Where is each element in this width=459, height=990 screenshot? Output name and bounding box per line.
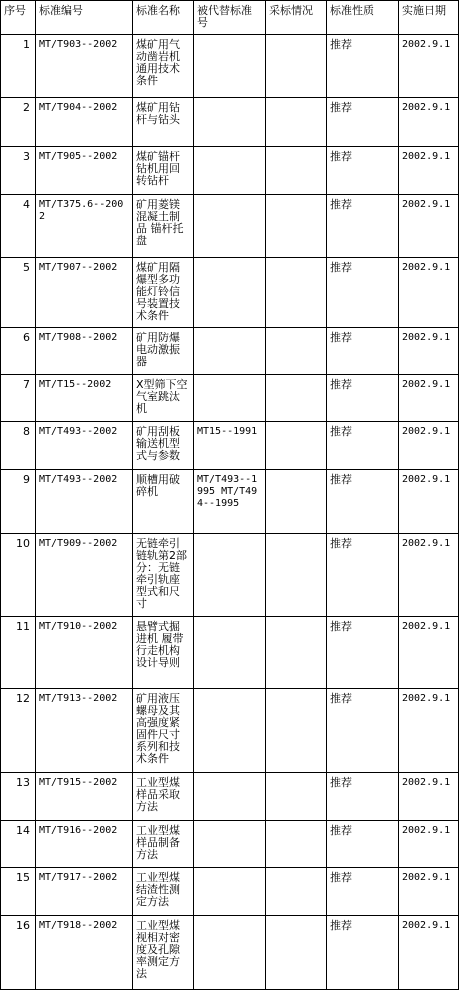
replaced-standard [194,617,266,689]
replaced-standard [194,916,266,990]
table-row [1,98,459,147]
table-row [1,868,459,916]
table-row [1,328,459,375]
adoption-status [266,773,327,821]
replaced-standard [194,689,266,773]
standard-name: 煤矿用钻杆与钻头 [133,98,194,147]
standard-nature: 推荐 [327,147,399,195]
effective-date: 2002.9.1 [399,821,459,868]
standard-code: MT/T908--2002 [36,328,133,375]
standard-code: MT/T910--2002 [36,617,133,689]
standard-nature: 推荐 [327,689,399,773]
standard-code: MT/T916--2002 [36,821,133,868]
row-index: 5 [1,258,36,328]
adoption-status [266,916,327,990]
standard-nature: 推荐 [327,821,399,868]
replaced-standard [194,773,266,821]
standard-code: MT/T493--2002 [36,470,133,534]
table-row [1,35,459,98]
standard-nature: 推荐 [327,773,399,821]
standard-code: MT/T904--2002 [36,98,133,147]
table-row [1,821,459,868]
table-row [1,773,459,821]
standard-code: MT/T917--2002 [36,868,133,916]
table-row [1,195,459,258]
effective-date: 2002.9.1 [399,916,459,990]
header-index: 序号 [1,1,36,35]
row-index: 14 [1,821,36,868]
standard-code: MT/T903--2002 [36,35,133,98]
standard-nature: 推荐 [327,916,399,990]
replaced-standard: MT/T493--1995 MT/T494--1995 [194,470,266,534]
replaced-standard [194,821,266,868]
header-standard-name: 标准名称 [133,1,194,35]
standard-nature: 推荐 [327,375,399,422]
table-row [1,916,459,990]
adoption-status [266,470,327,534]
adoption-status [266,258,327,328]
replaced-standard [194,375,266,422]
standard-nature: 推荐 [327,195,399,258]
standard-code: MT/T905--2002 [36,147,133,195]
adoption-status [266,689,327,773]
replaced-standard [194,534,266,617]
effective-date: 2002.9.1 [399,195,459,258]
effective-date: 2002.9.1 [399,534,459,617]
standard-nature: 推荐 [327,98,399,147]
adoption-status [266,422,327,470]
standard-name: 悬臂式掘进机 履带行走机构设计导则 [133,617,194,689]
effective-date: 2002.9.1 [399,470,459,534]
row-index: 15 [1,868,36,916]
standard-name: 矿用刮板输送机型式与参数 [133,422,194,470]
header-replaced-standard: 被代替标准号 [194,1,266,35]
adoption-status [266,35,327,98]
table-row [1,422,459,470]
standard-name: 工业型煤样品采取方法 [133,773,194,821]
adoption-status [266,195,327,258]
effective-date: 2002.9.1 [399,328,459,375]
standard-nature: 推荐 [327,258,399,328]
row-index: 3 [1,147,36,195]
header-standard-code: 标准编号 [36,1,133,35]
standard-name: 矿用防爆电动激振器 [133,328,194,375]
row-index: 11 [1,617,36,689]
table-row [1,534,459,617]
adoption-status [266,617,327,689]
standard-code: MT/T375.6--2002 [36,195,133,258]
replaced-standard [194,147,266,195]
standard-nature: 推荐 [327,470,399,534]
adoption-status [266,98,327,147]
standard-name: 工业型煤结渣性测定方法 [133,868,194,916]
effective-date: 2002.9.1 [399,375,459,422]
row-index: 16 [1,916,36,990]
row-index: 8 [1,422,36,470]
adoption-status [266,328,327,375]
row-index: 1 [1,35,36,98]
row-index: 6 [1,328,36,375]
row-index: 9 [1,470,36,534]
effective-date: 2002.9.1 [399,35,459,98]
row-index: 2 [1,98,36,147]
effective-date: 2002.9.1 [399,258,459,328]
replaced-standard [194,868,266,916]
standard-nature: 推荐 [327,328,399,375]
standard-code: MT/T493--2002 [36,422,133,470]
standard-name: 煤矿用隔爆型多功能灯铃信号装置技术条件 [133,258,194,328]
row-index: 13 [1,773,36,821]
standard-nature: 推荐 [327,35,399,98]
effective-date: 2002.9.1 [399,689,459,773]
table-row [1,375,459,422]
replaced-standard [194,35,266,98]
header-standard-nature: 标准性质 [327,1,399,35]
standard-nature: 推荐 [327,868,399,916]
standard-code: MT/T909--2002 [36,534,133,617]
header-row [1,1,459,35]
standard-nature: 推荐 [327,617,399,689]
standard-name: 矿用液压螺母及其高强度紧固件尺寸系列和技术条件 [133,689,194,773]
replaced-standard [194,328,266,375]
effective-date: 2002.9.1 [399,868,459,916]
standard-name: 无链牵引链轨第2部分：无链牵引轨座型式和尺寸 [133,534,194,617]
standard-name: X型筛下空气室跳汰机 [133,375,194,422]
replaced-standard [194,195,266,258]
adoption-status [266,375,327,422]
adoption-status [266,821,327,868]
table-row [1,258,459,328]
effective-date: 2002.9.1 [399,617,459,689]
effective-date: 2002.9.1 [399,773,459,821]
row-index: 4 [1,195,36,258]
effective-date: 2002.9.1 [399,422,459,470]
standard-code: MT/T907--2002 [36,258,133,328]
table-row [1,689,459,773]
effective-date: 2002.9.1 [399,147,459,195]
row-index: 10 [1,534,36,617]
standard-code: MT/T913--2002 [36,689,133,773]
standard-name: 煤矿锚杆钻机用回转钻杆 [133,147,194,195]
table-row [1,470,459,534]
replaced-standard [194,258,266,328]
standard-name: 工业型煤视相对密度及孔隙率测定方法 [133,916,194,990]
adoption-status [266,147,327,195]
table-row [1,617,459,689]
row-index: 12 [1,689,36,773]
standard-code: MT/T15--2002 [36,375,133,422]
effective-date: 2002.9.1 [399,98,459,147]
adoption-status [266,868,327,916]
standard-name: 矿用菱镁混凝土制品 锚杆托盘 [133,195,194,258]
table-row [1,147,459,195]
standard-code: MT/T915--2002 [36,773,133,821]
standard-name: 顺槽用破碎机 [133,470,194,534]
standard-nature: 推荐 [327,534,399,617]
header-effective-date: 实施日期 [399,1,459,35]
standard-name: 工业型煤样品制备方法 [133,821,194,868]
row-index: 7 [1,375,36,422]
replaced-standard: MT15--1991 [194,422,266,470]
table-body [1,35,459,990]
standard-name: 煤矿用气动凿岩机通用技术条件 [133,35,194,98]
replaced-standard [194,98,266,147]
standard-nature: 推荐 [327,422,399,470]
standard-code: MT/T918--2002 [36,916,133,990]
adoption-status [266,534,327,617]
header-adoption-status: 采标情况 [266,1,327,35]
